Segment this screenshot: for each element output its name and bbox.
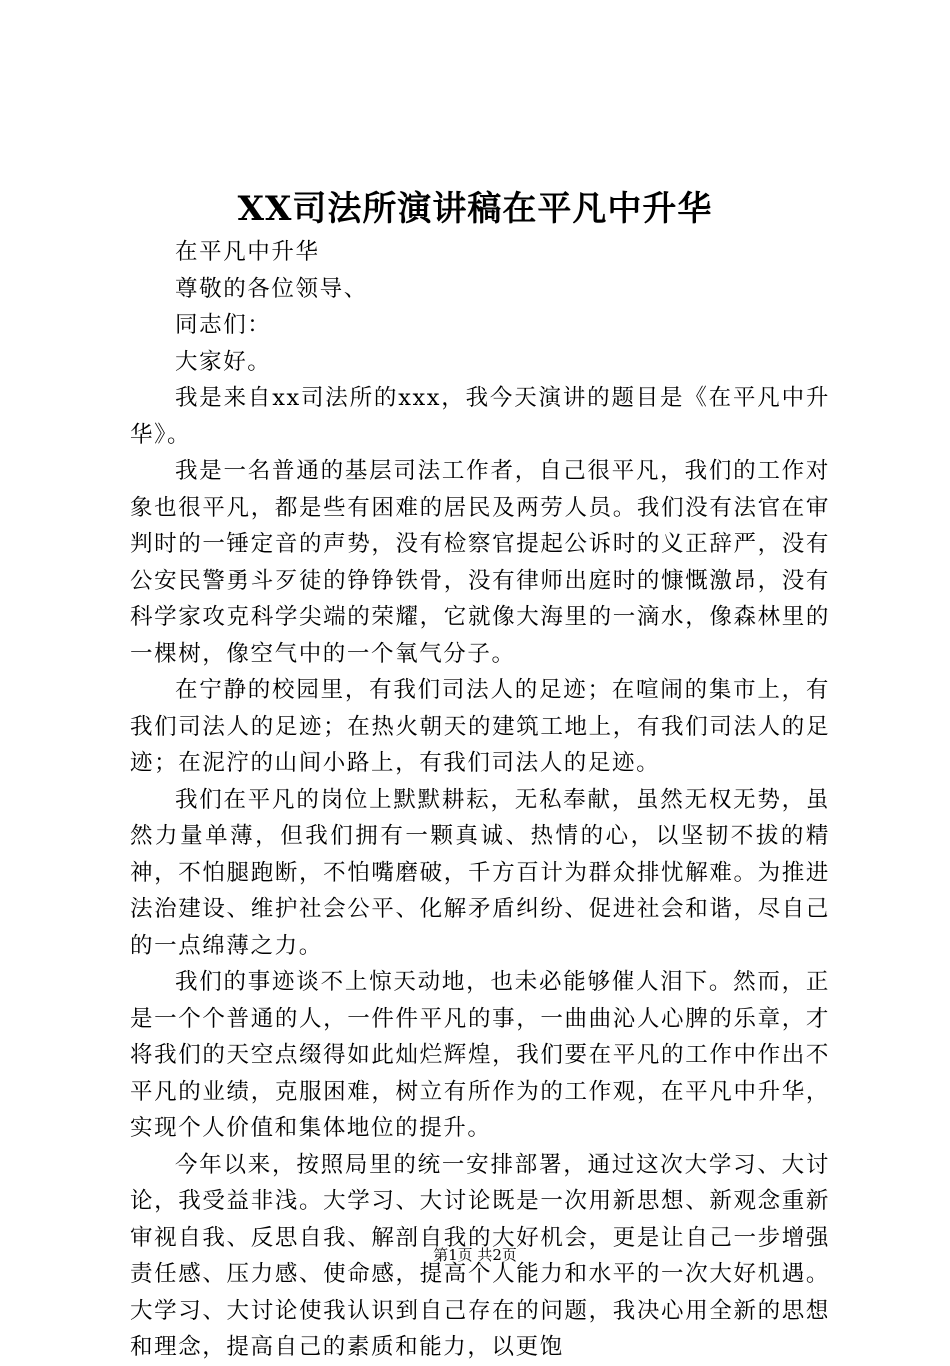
paragraph-salutation: 尊敬的各位领导、 [175, 275, 368, 302]
paragraph-greeting: 大家好。 [175, 348, 272, 375]
document-title: XX司法所演讲稿在平凡中升华 [237, 189, 713, 229]
paragraph-body: 今年以来，按照局里的统一安排部署，通过这次大学习、大讨论，我受益非浅。大学习、大讨论既是一次用新思想、新观念重新审视自我、反思自我、解剖自我的大好机会，更是让自己一步增强责任感、压力感、使命感，提高个人能力和水平的一次大好机遇。大学习、大讨论使我认识到自己存在的问题，我决心用全新的思想和理念，提高自己的素质和能力，以更饱 [130, 1151, 830, 1360]
paragraph-salutation-2: 同志们： [175, 312, 272, 338]
paragraph-body: 我们在平凡的岗位上默默耕耘，无私奉献，虽然无权无势，虽然力量单薄，但我们拥有一颗真诚、热情的心，以坚韧不拔的精神，不怕腿跑断，不怕嘴磨破，千方百计为群众排忧解难。为推进法治建设、维护社会公平、化解矛盾纠纷、促进社会和谐，尽自己的一点绵薄之力。 [130, 786, 830, 959]
paragraph-intro: 我是来自xx司法所的xxx，我今天演讲的题目是《在平凡中升华》。 [130, 385, 830, 448]
paragraph-body: 在宁静的校园里，有我们司法人的足迹；在喧闹的集市上，有我们司法人的足迹；在热火朝天的建筑工地上，有我们司法人的足迹；在泥泞的山间小路上，有我们司法人的足迹。 [130, 677, 830, 776]
page-footer: 第1页 共2页 [433, 1246, 517, 1264]
paragraph-body: 我是一名普通的基层司法工作者，自己很平凡，我们的工作对象也很平凡，都是些有困难的居民及两劳人员。我们没有法官在审判时的一锤定音的声势，没有检察官提起公诉时的义正辞严，没有公安民警勇斗歹徒的铮铮铁骨，没有律师出庭时的慷慨激昂，没有科学家攻克科学尖端的荣耀，它就像大海里的一滴水，像森林里的一棵树，像空气中的一个氧气分子。 [130, 458, 830, 667]
paragraph-body: 我们的事迹谈不上惊天动地，也未必能够催人泪下。然而，正是一个个普通的人，一件件平凡的事，一曲曲沁人心脾的乐章，才将我们的天空点缀得如此灿烂辉煌，我们要在平凡的工作中作出不平凡的业绩，克服困难，树立有所作为的工作观，在平凡中升华，实现个人价值和集体地位的提升。 [130, 969, 830, 1141]
document-body [130, 234, 830, 1366]
paragraph-subtitle: 在平凡中升华 [175, 239, 320, 265]
